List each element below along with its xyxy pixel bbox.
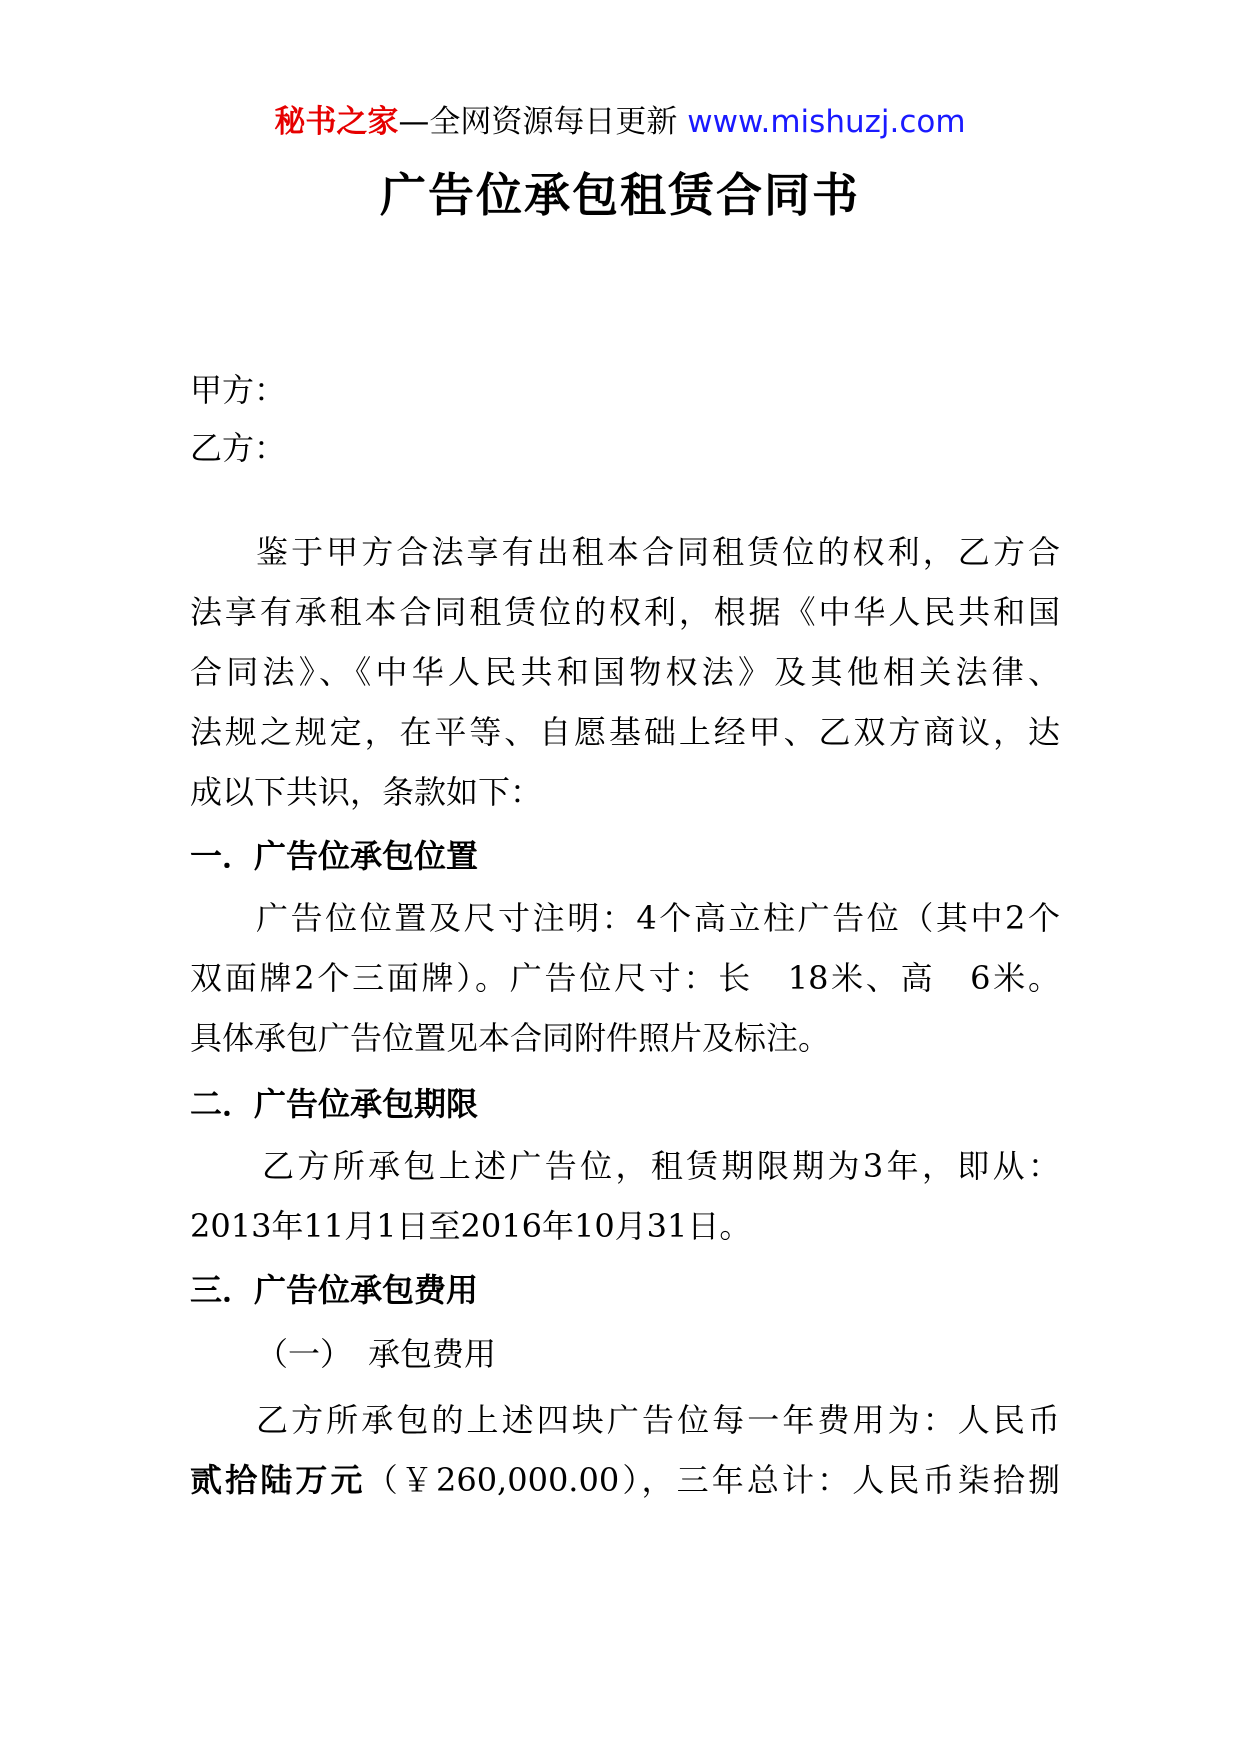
section-heading: 一．广告位承包位置 [190,837,479,875]
section-line [190,1458,1060,1502]
party-a-label: 甲方： [190,371,287,409]
section-line: 广告位位置及尺寸注明：4个高立柱广告位（其中2个 [256,899,1060,937]
section-line: 乙方所承包的上述四块广告位每一年费用为：人民币 [256,1401,1060,1439]
section-line: 双面牌2个三面牌）。广告位尺寸：长 18米、高 6米。 [190,959,1060,997]
subsection-heading: （一） 承包费用 [256,1335,497,1373]
section-heading: 三．广告位承包费用 [190,1271,479,1309]
section-line: 乙方所承包上述广告位，租赁期限期为3年，即从： [262,1147,1060,1185]
amount-bold-text: 贰拾陆万元 [190,1461,366,1499]
document-title: 广告位承包租赁合同书 [380,168,860,222]
section-line: 具体承包广告位置见本合同附件照片及标注。 [190,1019,831,1057]
banner-brand: 秘书之家 [274,104,399,140]
preamble-line: 成以下共识，条款如下： [190,773,543,811]
party-b-label: 乙方： [190,429,287,467]
site-banner [0,100,1240,144]
amount-text: （￥260,000.00），三年总计：人民币柒拾捌 [365,1461,1060,1499]
preamble-line: 法规之规定，在平等、自愿基础上经甲、乙双方商议，达 [190,713,1060,751]
preamble-line: 鉴于甲方合法享有出租本合同租赁位的权利，乙方合 [256,533,1060,571]
section-heading: 二．广告位承包期限 [190,1085,479,1123]
banner-url-link[interactable]: www.mishuzj.com [687,104,966,140]
banner-tagline: —全网资源每日更新 [398,104,678,140]
preamble-line: 合同法》、《中华人民共和国物权法》及其他相关法律、 [190,653,1060,691]
preamble-line: 法享有承租本合同租赁位的权利，根据《中华人民共和国 [190,593,1060,631]
section-line: 2013年11月1日至2016年10月31日。 [190,1207,752,1245]
